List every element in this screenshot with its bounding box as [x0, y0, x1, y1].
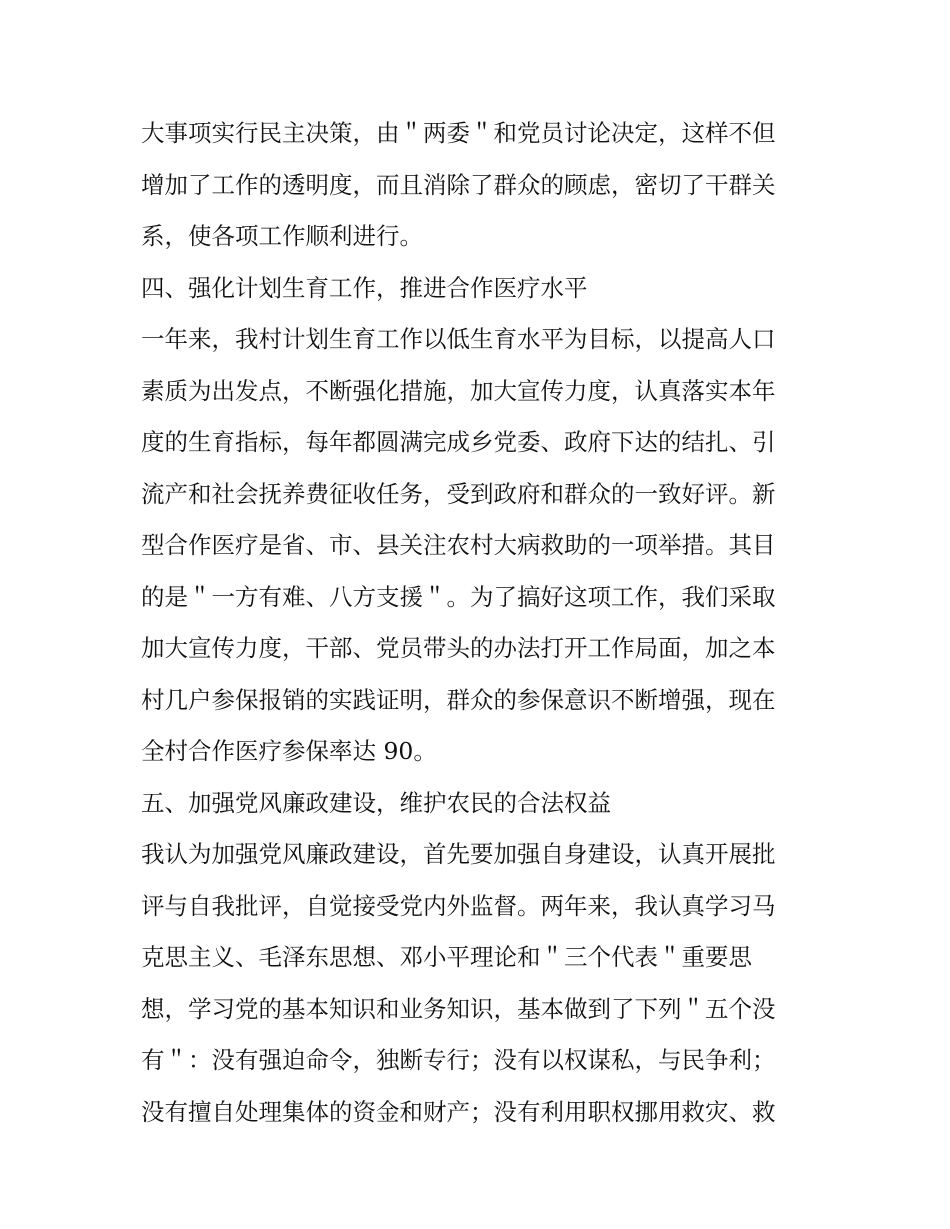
text-line: 流产和社会抚养费征收任务，受到政府和群众的一致好评。新	[141, 479, 776, 508]
text-line: 想，学习党的基本知识和业务知识，基本做到了下列＂五个没	[141, 994, 776, 1023]
text-line: 没有擅自处理集体的资金和财产；没有利用职权挪用救灾、救	[141, 1097, 776, 1126]
text-line: 全村合作医疗参保率达 90。	[141, 737, 437, 765]
text-line: 加大宣传力度，干部、党员带头的办法打开工作局面，加之本	[141, 634, 776, 662]
text-line: 有＂：没有强迫命令，独断专行；没有以权谋私，与民争利；	[141, 1046, 776, 1074]
document-body	[141, 108, 821, 1138]
text-line: 大事项实行民主决策，由＂两委＂和党员讨论决定，这样不但	[141, 119, 776, 147]
text-line: 评与自我批评，自觉接受党内外监督。两年来，我认真学习马	[141, 891, 776, 920]
text-line: 一年来，我村计划生育工作以低生育水平为目标，以提高人口	[141, 325, 776, 353]
text-line: 的是＂一方有难、八方支援＂。为了搞好这项工作，我们采取	[141, 582, 776, 611]
text-line: 度的生育指标，每年都圆满完成乡党委、政府下达的结扎、引	[141, 428, 776, 456]
text-line: 我认为加强党风廉政建设，首先要加强自身建设，认真开展批	[141, 840, 776, 868]
text-line: 型合作医疗是省、市、县关注农村大病救助的一项举措。其目	[141, 531, 776, 559]
text-line: 克思主义、毛泽东思想、邓小平理论和＂三个代表＂重要思	[141, 943, 752, 971]
text-line: 增加了工作的透明度，而且消除了群众的顾虑，密切了干群关	[141, 170, 776, 199]
text-line: 素质为出发点，不断强化措施，加大宣传力度，认真落实本年	[141, 376, 776, 405]
text-line: 村几户参保报销的实践证明，群众的参保意识不断增强，现在	[141, 685, 776, 714]
section-heading: 四、强化计划生育工作，推进合作医疗水平	[141, 273, 588, 302]
section-heading: 五、加强党风廉政建设，维护农民的合法权益	[141, 788, 611, 817]
text-line: 系，使各项工作顺利进行。	[141, 222, 423, 250]
